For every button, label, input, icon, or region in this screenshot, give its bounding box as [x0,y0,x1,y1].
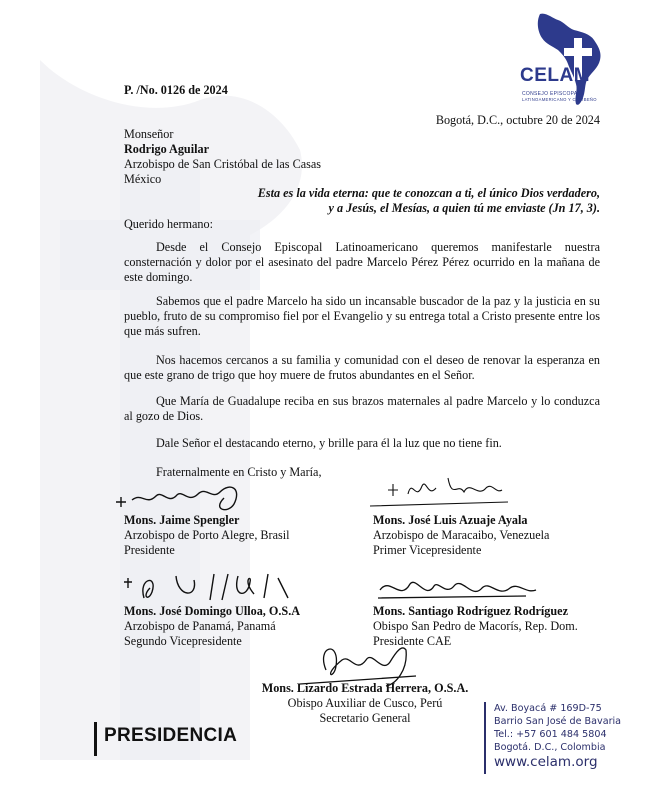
signatory-office: Arzobispo de Porto Alegre, Brasil [124,528,290,542]
signatory-position: Presidente [124,543,175,557]
signature-azuaje [368,472,518,512]
recipient-country: México [124,172,162,186]
signatory-office: Arzobispo de Maracaibo, Venezuela [373,528,550,542]
signatory-name: Mons. José Domingo Ulloa, O.S.A [124,604,301,618]
paragraph-3: Nos hacemos cercanos a su familia y comunidad con el deseo de renovar la esperanza en que este grano de trigo que hoy muere de frutos abundantes en el Señor. [124,353,600,382]
recipient-name: Rodrigo Aguilar [124,142,209,156]
logo-subtitle-2: LATINOAMERICANO Y CARIBEÑO [522,97,597,102]
greeting: Querido hermano: [124,217,214,231]
signatory-position: Primer Vicepresidente [373,543,482,557]
paragraph-5: Dale Señor el destacando eterno, y brille para él la luz que no tiene fin. [156,436,502,450]
signature-spengler [112,474,252,518]
signatory-name: Mons. Lizardo Estrada Herrera, O.S.A. [261,681,469,695]
celam-logo [512,10,612,110]
letter-date: Bogotá, D.C., octubre 20 de 2024 [435,113,600,127]
signatory-name: Mons. Santiago Rodríguez Rodríguez [373,604,568,618]
footer-brand: PRESIDENCIA [104,725,238,746]
address-line: Barrio San José de Bavaria [494,716,622,727]
signatory-name: Mons. José Luis Azuaje Ayala [373,513,528,527]
address-line: Av. Boyacá # 169D-75 [494,703,602,714]
signatory-position: Presidente CAE [373,634,452,648]
signature-ulloa [118,568,298,608]
signature-rodriguez [376,572,546,608]
signatory-ulloa [124,604,300,649]
reference-number: P. /No. 0126 de 2024 [124,83,228,97]
paragraph-2: Sabemos que el padre Marcelo ha sido un incansable buscador de la paz y la justicia en su pueblo, fruto de su compromiso fiel por el Evangelio y su entrega total a Cristo presente entre los que más sufren. [124,294,600,338]
signatory-spengler [124,513,290,558]
recipient-role: Arzobispo de San Cristóbal de las Casas [124,157,321,171]
quote-line-1: Esta es la vida eterna: que te conozcan a ti, el único Dios verdadero, [257,186,600,200]
footer-website-link[interactable]: www.celam.org [494,754,598,770]
footer-address-divider [484,702,486,774]
signatory-position: Segundo Vicepresidente [124,634,242,648]
recipient-title: Monseñor [124,127,174,141]
signatory-position: Secretario General [319,711,411,725]
signatory-office: Obispo Auxiliar de Cusco, Perú [287,696,443,710]
recipient-block [124,127,321,187]
signatory-office: Arzobispo de Panamá, Panamá [124,619,276,633]
paragraph-1: Desde el Consejo Episcopal Latinoamericano queremos manifestarle nuestra consternación y dolor por el asesinato del padre Marcelo Pérez Pérez ocurrido en la mañana de este domingo. [124,240,600,284]
signature-estrada [296,640,426,690]
scripture-quote [258,186,600,216]
footer-divider [94,722,97,756]
closing: Fraternalmente en Cristo y María, [156,465,322,479]
quote-line-2: y a Jesús, el Mesías, a quien tú me enviaste (Jn 17, 3). [328,201,600,215]
signatory-office: Obispo San Pedro de Macorís, Rep. Dom. [373,619,578,633]
address-line: Bogotá. D.C., Colombia [494,742,606,753]
signatory-name: Mons. Jaime Spengler [124,513,240,527]
paragraph-4: Que María de Guadalupe reciba en sus brazos maternales al padre Marcelo y lo conduzca al gozo de Dios. [124,394,600,423]
address-line: Tel.: +57 601 484 5804 [494,729,607,740]
logo-wordmark: CELAM [520,65,591,86]
logo-subtitle-1: CONSEJO EPISCOPAL [522,91,581,97]
footer-address [494,702,621,754]
signatory-azuaje [373,513,549,558]
